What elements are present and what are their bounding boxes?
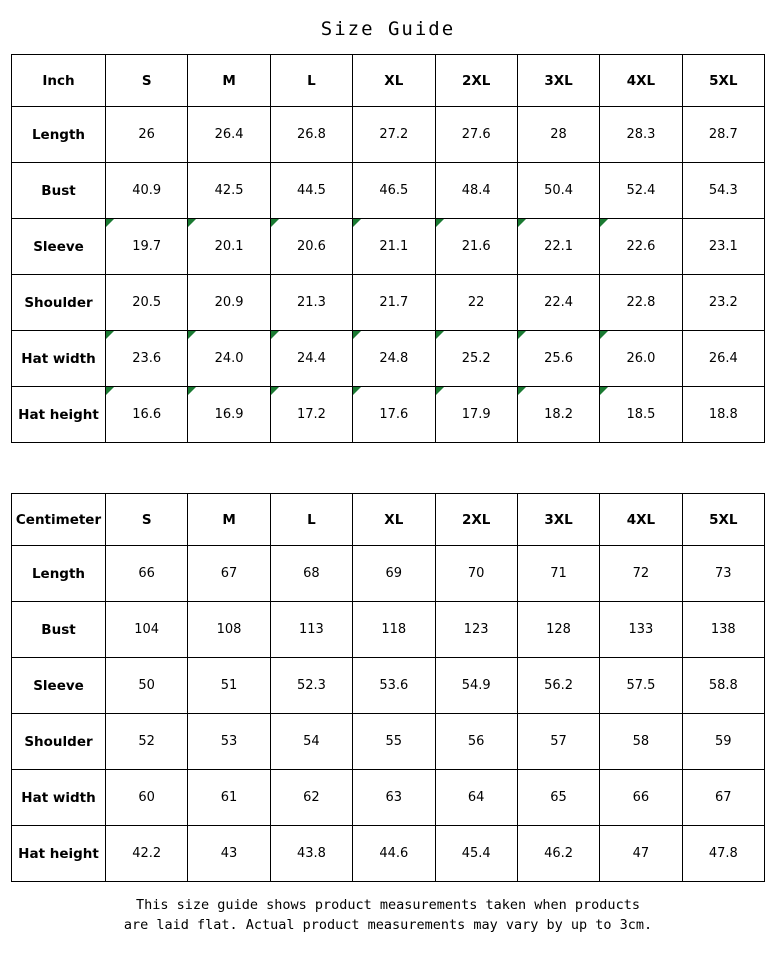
table-cell: 128 bbox=[517, 602, 599, 658]
table-cell: 108 bbox=[188, 602, 270, 658]
table-cell: 123 bbox=[435, 602, 517, 658]
table-cell: 20.1 bbox=[188, 219, 270, 275]
row-header: Sleeve bbox=[12, 658, 106, 714]
table-cell: 21.1 bbox=[353, 219, 435, 275]
table-cell: 24.0 bbox=[188, 331, 270, 387]
table-cell: 57.5 bbox=[600, 658, 682, 714]
table-cell: 113 bbox=[270, 602, 352, 658]
table-cell: 50.4 bbox=[517, 163, 599, 219]
table-cell: 64 bbox=[435, 770, 517, 826]
table-cell: 67 bbox=[188, 546, 270, 602]
table-cell: 17.9 bbox=[435, 387, 517, 443]
table-cell: 23.1 bbox=[682, 219, 764, 275]
table-cell: 70 bbox=[435, 546, 517, 602]
table-cell: 27.6 bbox=[435, 107, 517, 163]
table-cell: 19.7 bbox=[106, 219, 188, 275]
table-cell: 57 bbox=[517, 714, 599, 770]
table-cell: 17.6 bbox=[353, 387, 435, 443]
row-header: Bust bbox=[12, 163, 106, 219]
table-cell: 44.5 bbox=[270, 163, 352, 219]
table-row bbox=[12, 770, 765, 826]
table-row bbox=[12, 107, 765, 163]
table-row bbox=[12, 658, 765, 714]
column-header-size: 2XL bbox=[435, 494, 517, 546]
table-row bbox=[12, 714, 765, 770]
table-cell: 63 bbox=[353, 770, 435, 826]
table-cell: 46.2 bbox=[517, 826, 599, 882]
table-cell: 40.9 bbox=[106, 163, 188, 219]
table-cell: 51 bbox=[188, 658, 270, 714]
size-table-inch bbox=[11, 54, 765, 443]
row-header: Length bbox=[12, 107, 106, 163]
table-cell: 71 bbox=[517, 546, 599, 602]
table-row bbox=[12, 55, 765, 107]
table-cell: 44.6 bbox=[353, 826, 435, 882]
column-header-size: L bbox=[270, 494, 352, 546]
table-row bbox=[12, 331, 765, 387]
table-cell: 20.6 bbox=[270, 219, 352, 275]
table-row bbox=[12, 602, 765, 658]
table-cell: 21.7 bbox=[353, 275, 435, 331]
table-cell: 18.8 bbox=[682, 387, 764, 443]
table-cell: 26 bbox=[106, 107, 188, 163]
table-cell: 118 bbox=[353, 602, 435, 658]
table-cell: 59 bbox=[682, 714, 764, 770]
table-cell: 47 bbox=[600, 826, 682, 882]
table-cell: 20.9 bbox=[188, 275, 270, 331]
footnote-line-1: This size guide shows product measurements taken when products bbox=[136, 897, 640, 913]
column-header-size: S bbox=[106, 494, 188, 546]
table-cell: 22.1 bbox=[517, 219, 599, 275]
size-table-centimeter bbox=[11, 493, 765, 882]
table-cell: 66 bbox=[600, 770, 682, 826]
table-cell: 68 bbox=[270, 546, 352, 602]
row-header: Shoulder bbox=[12, 275, 106, 331]
row-header: Sleeve bbox=[12, 219, 106, 275]
column-header-size: XL bbox=[353, 55, 435, 107]
table-cell: 25.6 bbox=[517, 331, 599, 387]
table-cell: 43.8 bbox=[270, 826, 352, 882]
table-cell: 53 bbox=[188, 714, 270, 770]
table-cell: 55 bbox=[353, 714, 435, 770]
table-cell: 26.0 bbox=[600, 331, 682, 387]
column-header-size: S bbox=[106, 55, 188, 107]
table-cell: 66 bbox=[106, 546, 188, 602]
table-cell: 28.7 bbox=[682, 107, 764, 163]
table-cell: 43 bbox=[188, 826, 270, 882]
column-header-size: 2XL bbox=[435, 55, 517, 107]
table-cell: 56 bbox=[435, 714, 517, 770]
table-row bbox=[12, 826, 765, 882]
table-cell: 52 bbox=[106, 714, 188, 770]
row-header: Hat width bbox=[12, 331, 106, 387]
table-cell: 42.2 bbox=[106, 826, 188, 882]
table-cell: 22.8 bbox=[600, 275, 682, 331]
table-cell: 61 bbox=[188, 770, 270, 826]
row-header: Shoulder bbox=[12, 714, 106, 770]
table-cell: 45.4 bbox=[435, 826, 517, 882]
table-cell: 133 bbox=[600, 602, 682, 658]
table-cell: 21.6 bbox=[435, 219, 517, 275]
table-row bbox=[12, 275, 765, 331]
table-cell: 28.3 bbox=[600, 107, 682, 163]
column-header-size: L bbox=[270, 55, 352, 107]
table-cell: 20.5 bbox=[106, 275, 188, 331]
row-header: Hat height bbox=[12, 387, 106, 443]
table-cell: 16.6 bbox=[106, 387, 188, 443]
row-header: Length bbox=[12, 546, 106, 602]
table-cell: 46.5 bbox=[353, 163, 435, 219]
table-cell: 18.2 bbox=[517, 387, 599, 443]
table-row bbox=[12, 387, 765, 443]
table-cell: 25.2 bbox=[435, 331, 517, 387]
page-title: Size Guide bbox=[320, 18, 456, 40]
table-cell: 67 bbox=[682, 770, 764, 826]
table-row bbox=[12, 163, 765, 219]
table-cell: 58 bbox=[600, 714, 682, 770]
table-cell: 104 bbox=[106, 602, 188, 658]
table-cell: 24.4 bbox=[270, 331, 352, 387]
table-cell: 16.9 bbox=[188, 387, 270, 443]
column-header-size: 5XL bbox=[682, 494, 764, 546]
table-cell: 65 bbox=[517, 770, 599, 826]
column-header-size: 4XL bbox=[600, 494, 682, 546]
table-cell: 23.6 bbox=[106, 331, 188, 387]
table-cell: 23.2 bbox=[682, 275, 764, 331]
table-cell: 27.2 bbox=[353, 107, 435, 163]
table-cell: 73 bbox=[682, 546, 764, 602]
footnote-line-2: are laid flat. Actual product measurements may vary by up to 3cm. bbox=[123, 916, 653, 933]
table-cell: 24.8 bbox=[353, 331, 435, 387]
table-cell: 138 bbox=[682, 602, 764, 658]
table-cell: 48.4 bbox=[435, 163, 517, 219]
table-cell: 56.2 bbox=[517, 658, 599, 714]
table-cell: 50 bbox=[106, 658, 188, 714]
table-cell: 18.5 bbox=[600, 387, 682, 443]
table-cell: 26.4 bbox=[682, 331, 764, 387]
table-cell: 22.6 bbox=[600, 219, 682, 275]
bottom-spacer bbox=[0, 935, 776, 953]
table-separator bbox=[0, 443, 776, 493]
table-cell: 52.3 bbox=[270, 658, 352, 714]
table-cell: 53.6 bbox=[353, 658, 435, 714]
table-cell: 17.2 bbox=[270, 387, 352, 443]
table-cell: 42.5 bbox=[188, 163, 270, 219]
table-cell: 52.4 bbox=[600, 163, 682, 219]
row-header: Bust bbox=[12, 602, 106, 658]
table-cell: 26.8 bbox=[270, 107, 352, 163]
table-cell: 47.8 bbox=[682, 826, 764, 882]
table-cell: 62 bbox=[270, 770, 352, 826]
table-cell: 22.4 bbox=[517, 275, 599, 331]
row-header: Hat width bbox=[12, 770, 106, 826]
unit-label-centimeter: Centimeter bbox=[12, 494, 106, 546]
table-cell: 69 bbox=[353, 546, 435, 602]
table-cell: 60 bbox=[106, 770, 188, 826]
table-cell: 22 bbox=[435, 275, 517, 331]
column-header-size: M bbox=[188, 55, 270, 107]
footnote bbox=[0, 882, 776, 935]
column-header-size: 5XL bbox=[682, 55, 764, 107]
table-row bbox=[12, 546, 765, 602]
column-header-size: M bbox=[188, 494, 270, 546]
table-cell: 58.8 bbox=[682, 658, 764, 714]
table-cell: 54 bbox=[270, 714, 352, 770]
table-cell: 54.3 bbox=[682, 163, 764, 219]
table-cell: 26.4 bbox=[188, 107, 270, 163]
unit-label-inch: Inch bbox=[12, 55, 106, 107]
column-header-size: 3XL bbox=[517, 494, 599, 546]
table-cell: 21.3 bbox=[270, 275, 352, 331]
table-cell: 72 bbox=[600, 546, 682, 602]
row-header: Hat height bbox=[12, 826, 106, 882]
column-header-size: XL bbox=[353, 494, 435, 546]
table-row bbox=[12, 219, 765, 275]
table-cell: 54.9 bbox=[435, 658, 517, 714]
column-header-size: 4XL bbox=[600, 55, 682, 107]
table-row bbox=[12, 494, 765, 546]
column-header-size: 3XL bbox=[517, 55, 599, 107]
table-cell: 28 bbox=[517, 107, 599, 163]
